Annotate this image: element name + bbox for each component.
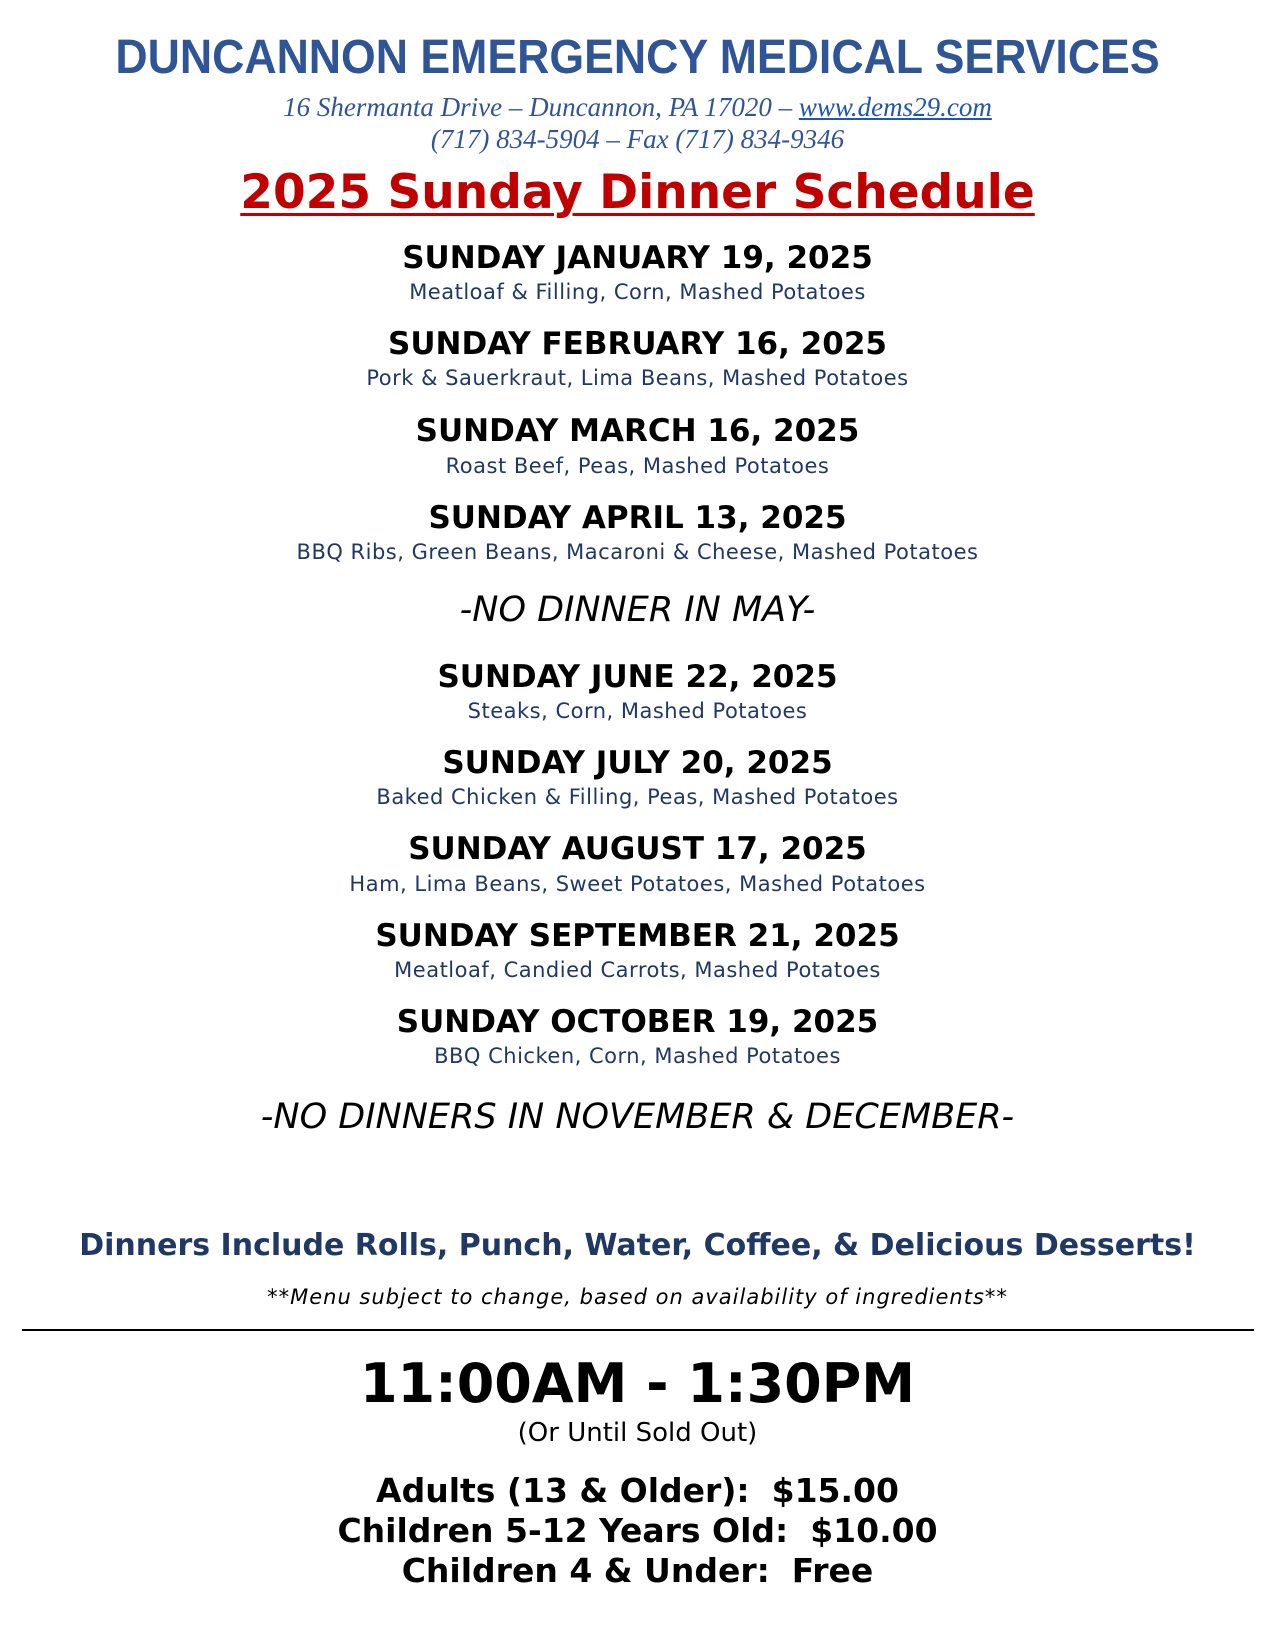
dinner-menu: Pork & Sauerkraut, Lima Beans, Mashed Potatoes — [366, 366, 909, 390]
dinner-date: SUNDAY AUGUST 17, 2025 — [408, 831, 867, 867]
dinner-date: SUNDAY OCTOBER 19, 2025 — [396, 1004, 879, 1040]
website-link[interactable]: www.dems29.com — [798, 92, 992, 122]
address-line — [0, 92, 1275, 123]
dinner-menu: Baked Chicken & Filling, Peas, Mashed Potatoes — [376, 785, 899, 809]
dinner-menu: BBQ Chicken, Corn, Mashed Potatoes — [434, 1044, 841, 1068]
price-value: Free — [791, 1551, 874, 1590]
serving-hours-note: (Or Until Sold Out) — [517, 1418, 758, 1448]
price-label: Children 4 & Under: — [401, 1551, 770, 1590]
section-divider — [22, 1329, 1254, 1331]
menu-disclaimer: **Menu subject to change, based on availability of ingredients** — [267, 1285, 1008, 1309]
price-label: Adults (13 & Older): — [376, 1471, 750, 1510]
phone-fax-line: (717) 834-5904 – Fax (717) 834-9346 — [430, 124, 845, 154]
no-dinner-may-notice: -NO DINNER IN MAY- — [459, 590, 816, 630]
dinner-date: SUNDAY MARCH 16, 2025 — [415, 413, 860, 449]
organization-name: DUNCANNON EMERGENCY MEDICAL SERVICES — [115, 31, 1160, 84]
dinners-include-note: Dinners Include Rolls, Punch, Water, Coffee, & Delicious Desserts! — [79, 1228, 1196, 1263]
dinner-date: SUNDAY APRIL 13, 2025 — [428, 500, 847, 536]
dinner-date: SUNDAY JULY 20, 2025 — [442, 745, 833, 781]
price-row-adults — [0, 1471, 1275, 1510]
dinner-date: SUNDAY JUNE 22, 2025 — [437, 659, 838, 695]
dinner-date: SUNDAY JANUARY 19, 2025 — [402, 240, 873, 276]
dinner-menu: Meatloaf & Filling, Corn, Mashed Potatoes — [409, 280, 866, 304]
dinner-date: SUNDAY SEPTEMBER 21, 2025 — [375, 918, 900, 954]
dinner-date: SUNDAY FEBRUARY 16, 2025 — [388, 326, 887, 362]
dinner-menu: Meatloaf, Candied Carrots, Mashed Potatoes — [394, 958, 881, 982]
street-address: 16 Shermanta Drive – Duncannon, PA 17020 – — [283, 92, 799, 122]
no-dinner-nov-dec-notice: -NO DINNERS IN NOVEMBER & DECEMBER- — [260, 1097, 1015, 1137]
price-row-children-under-4 — [0, 1551, 1275, 1590]
price-value: $15.00 — [771, 1471, 899, 1510]
dinner-menu: Steaks, Corn, Mashed Potatoes — [467, 699, 808, 723]
price-row-children-5-12 — [0, 1511, 1275, 1550]
page-title — [0, 165, 1275, 220]
price-label: Children 5-12 Years Old: — [337, 1511, 789, 1550]
dinner-menu: Ham, Lima Beans, Sweet Potatoes, Mashed Potatoes — [349, 872, 926, 896]
price-value: $10.00 — [810, 1511, 938, 1550]
dinner-menu: Roast Beef, Peas, Mashed Potatoes — [445, 454, 830, 478]
dinner-menu: BBQ Ribs, Green Beans, Macaroni & Cheese, Mashed Potatoes — [296, 540, 979, 564]
serving-hours: 11:00AM - 1:30PM — [359, 1352, 916, 1415]
page-title-text: 2025 Sunday Dinner Schedule — [240, 165, 1035, 220]
